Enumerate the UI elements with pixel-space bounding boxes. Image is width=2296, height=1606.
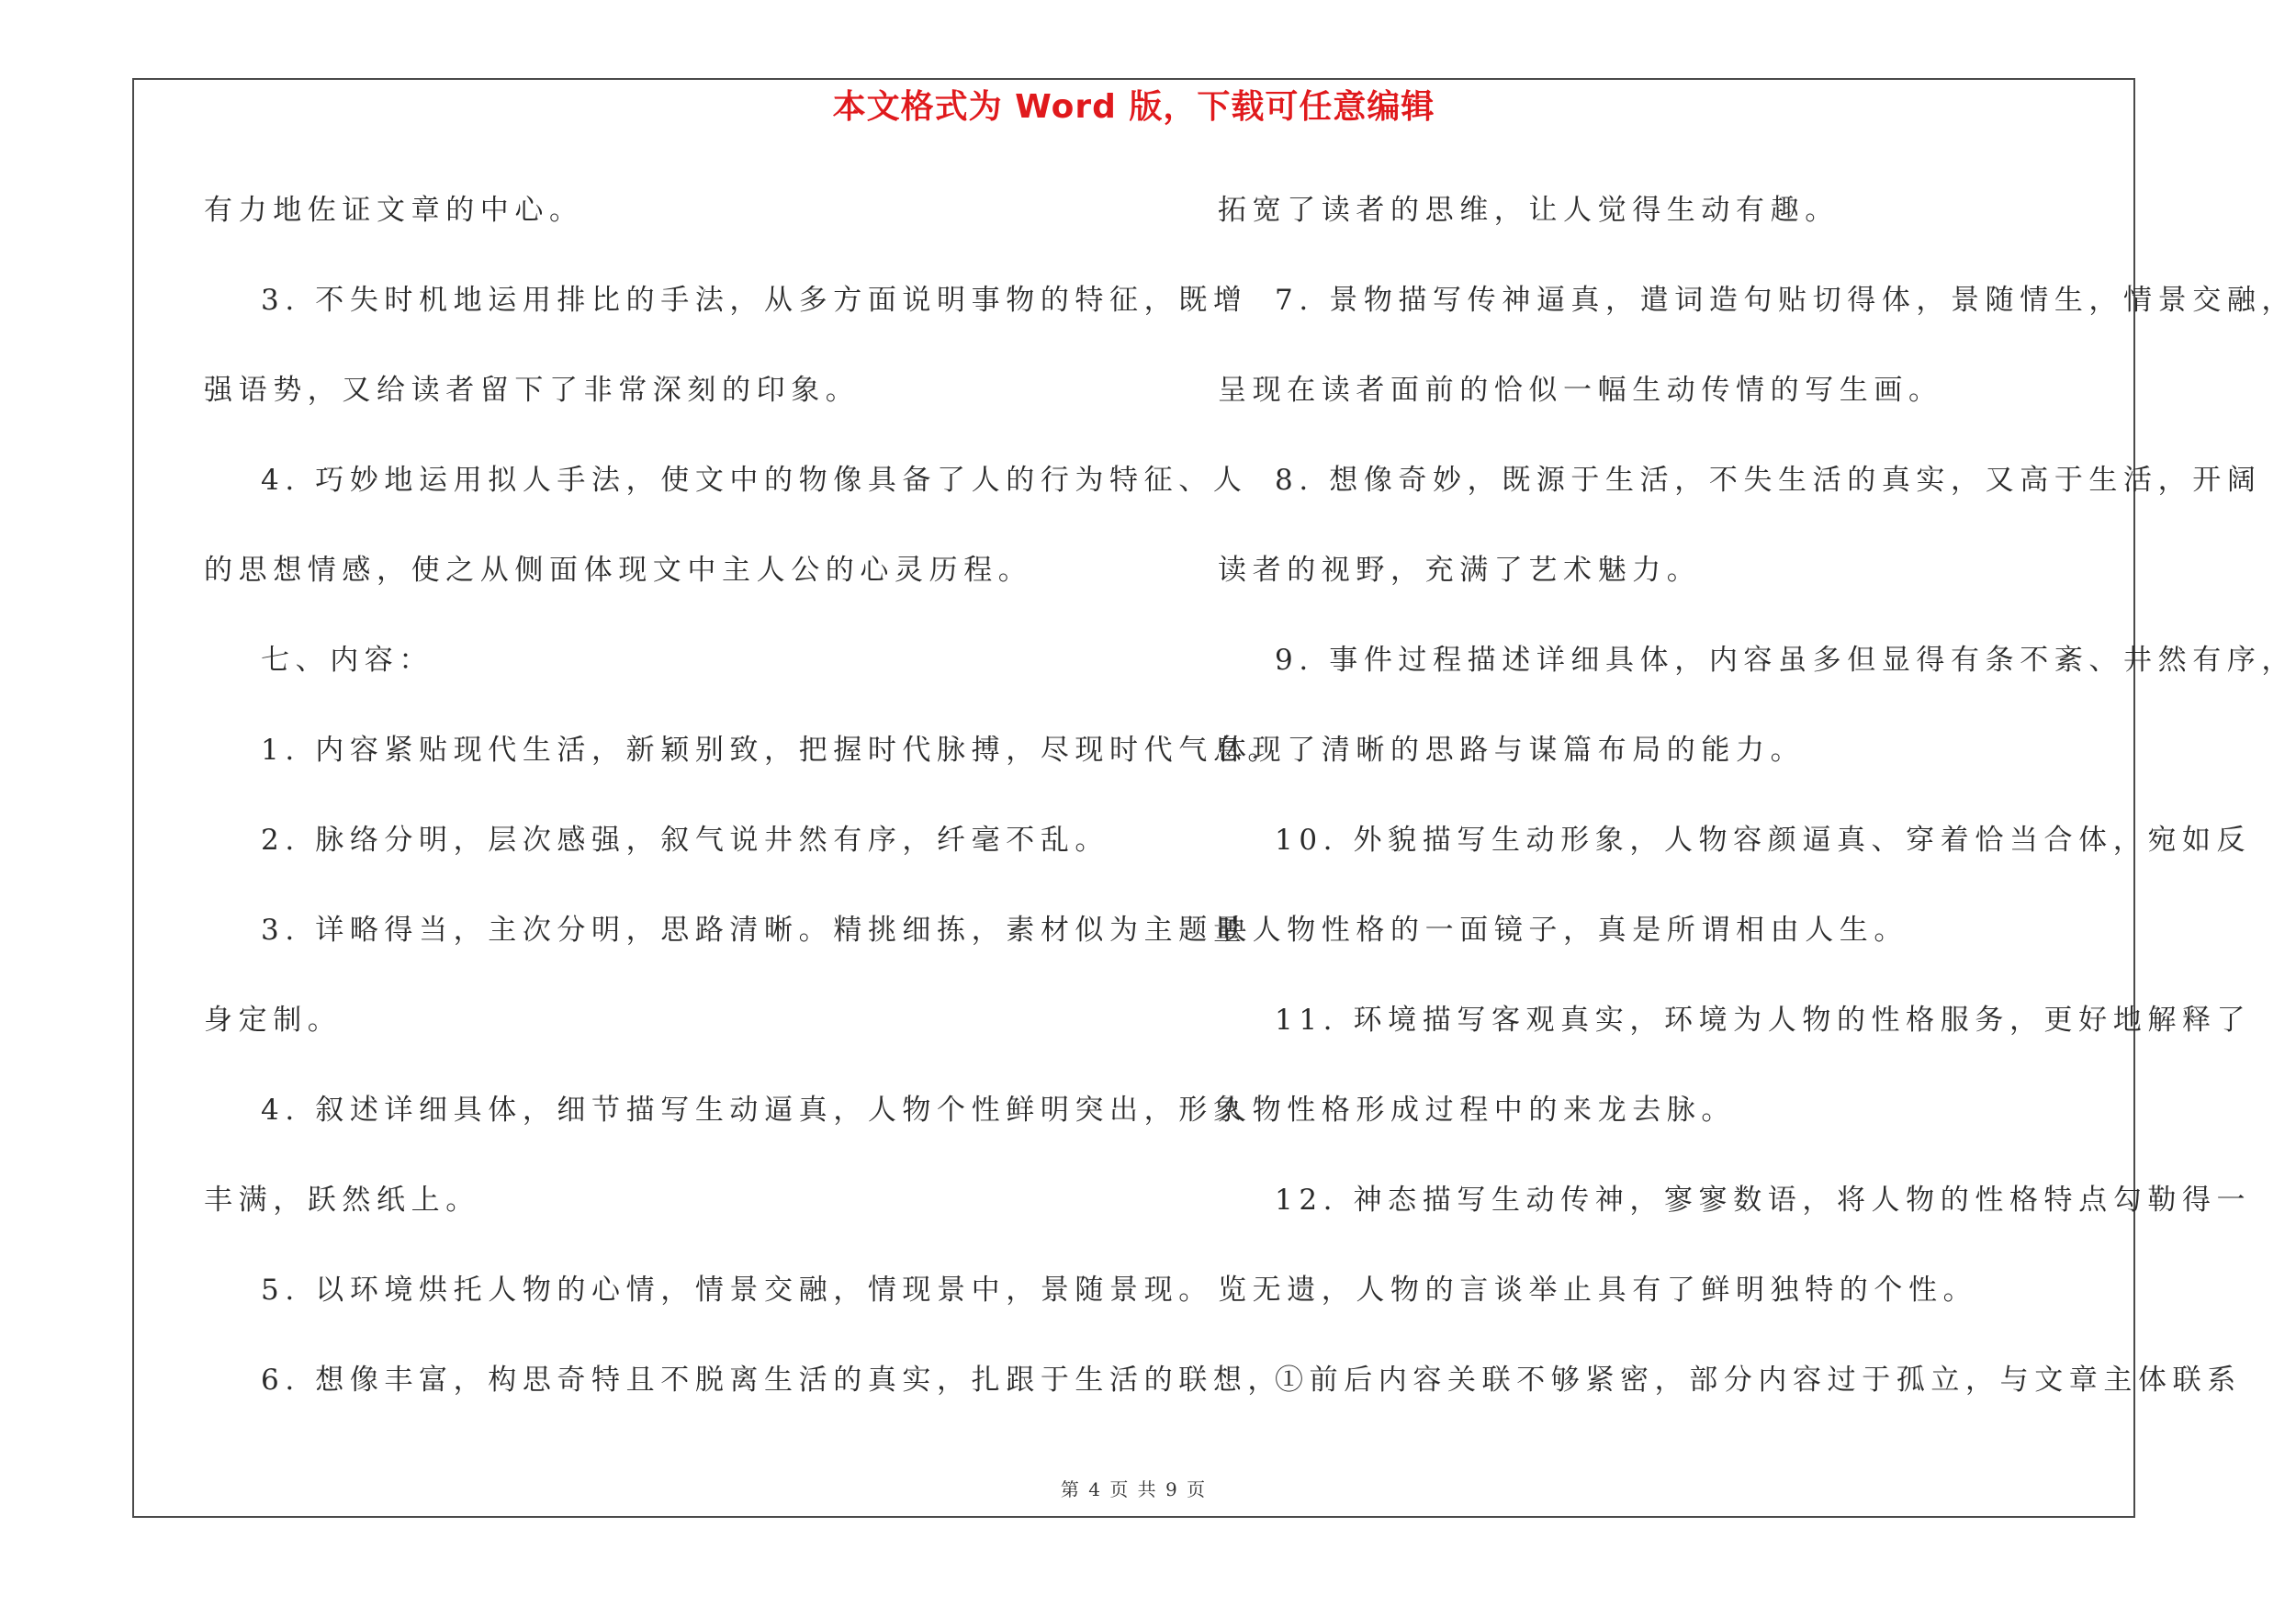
text-line: 身定制。 (204, 1004, 343, 1037)
text-line: 4. 叙述详细具体，细节描写生动逼真，人物个性鲜明突出，形象 (261, 1094, 1248, 1127)
text-line: 12. 神态描写生动传神，寥寥数语，将人物的性格特点勾勒得一 (1275, 1184, 2252, 1217)
text-line: 9. 事件过程描述详细具体，内容虽多但显得有条不紊、井然有序， (1275, 644, 2296, 677)
text-line: ①前后内容关联不够紧密，部分内容过于孤立，与文章主体联系 (1275, 1364, 2242, 1397)
text-line: 映人物性格的一面镜子，真是所谓相由人生。 (1218, 914, 1908, 947)
section-heading: 七、内容： (261, 644, 433, 677)
text-line: 的思想情感，使之从侧面体现文中主人公的心灵历程。 (204, 554, 1033, 587)
text-line: 6. 想像丰富，构思奇特且不脱离生活的真实，扎跟于生活的联想， (261, 1364, 1283, 1397)
text-line: 体现了清晰的思路与谋篇布局的能力。 (1218, 734, 1806, 767)
right-column (1218, 178, 2296, 1438)
header-banner: 本文格式为 Word 版，下载可任意编辑 (832, 88, 1435, 126)
text-line: 3. 不失时机地运用排比的手法，从多方面说明事物的特征，既增 (261, 284, 1248, 317)
text-line: 3. 详略得当，主次分明，思路清晰。精挑细拣，素材似为主题量 (261, 914, 1248, 947)
text-line: 览无遗，人物的言谈举止具有了鲜明独特的个性。 (1218, 1274, 1978, 1307)
text-line: 4. 巧妙地运用拟人手法，使文中的物像具备了人的行为特征、人 (261, 464, 1248, 497)
text-line: 丰满，跃然纸上。 (204, 1184, 480, 1217)
text-line: 11. 环境描写客观真实，环境为人物的性格服务，更好地解释了 (1275, 1004, 2252, 1037)
text-line: 人物性格形成过程中的来龙去脉。 (1218, 1094, 1736, 1127)
text-line: 有力地佐证文章的中心。 (204, 194, 584, 227)
text-line: 呈现在读者面前的恰似一幅生动传情的写生画。 (1218, 374, 1943, 407)
text-line: 2. 脉络分明，层次感强，叙气说井然有序，纤毫不乱。 (261, 824, 1110, 857)
text-line: 1. 内容紧贴现代生活，新颖别致，把握时代脉搏，尽现时代气息。 (261, 734, 1283, 767)
text-line: 7. 景物描写传神逼真，遣词造句贴切得体，景随情生，情景交融， (1275, 284, 2296, 317)
text-line: 强语势，又给读者留下了非常深刻的印象。 (204, 374, 861, 407)
text-line: 5. 以环境烘托人物的心情，情景交融，情现景中，景随景现。 (261, 1274, 1213, 1307)
text-line: 8. 想像奇妙，既源于生活，不失生活的真实，又高于生活，开阔 (1275, 464, 2262, 497)
text-line: 读者的视野，充满了艺术魅力。 (1218, 554, 1702, 587)
text-line: 拓宽了读者的思维，让人觉得生动有趣。 (1218, 194, 1840, 227)
page-number: 第 4 页 共 9 页 (1060, 1478, 1208, 1500)
text-line: 10. 外貌描写生动形象，人物容颜逼真、穿着恰当合体，宛如反 (1275, 824, 2252, 857)
left-column (204, 178, 1283, 1438)
